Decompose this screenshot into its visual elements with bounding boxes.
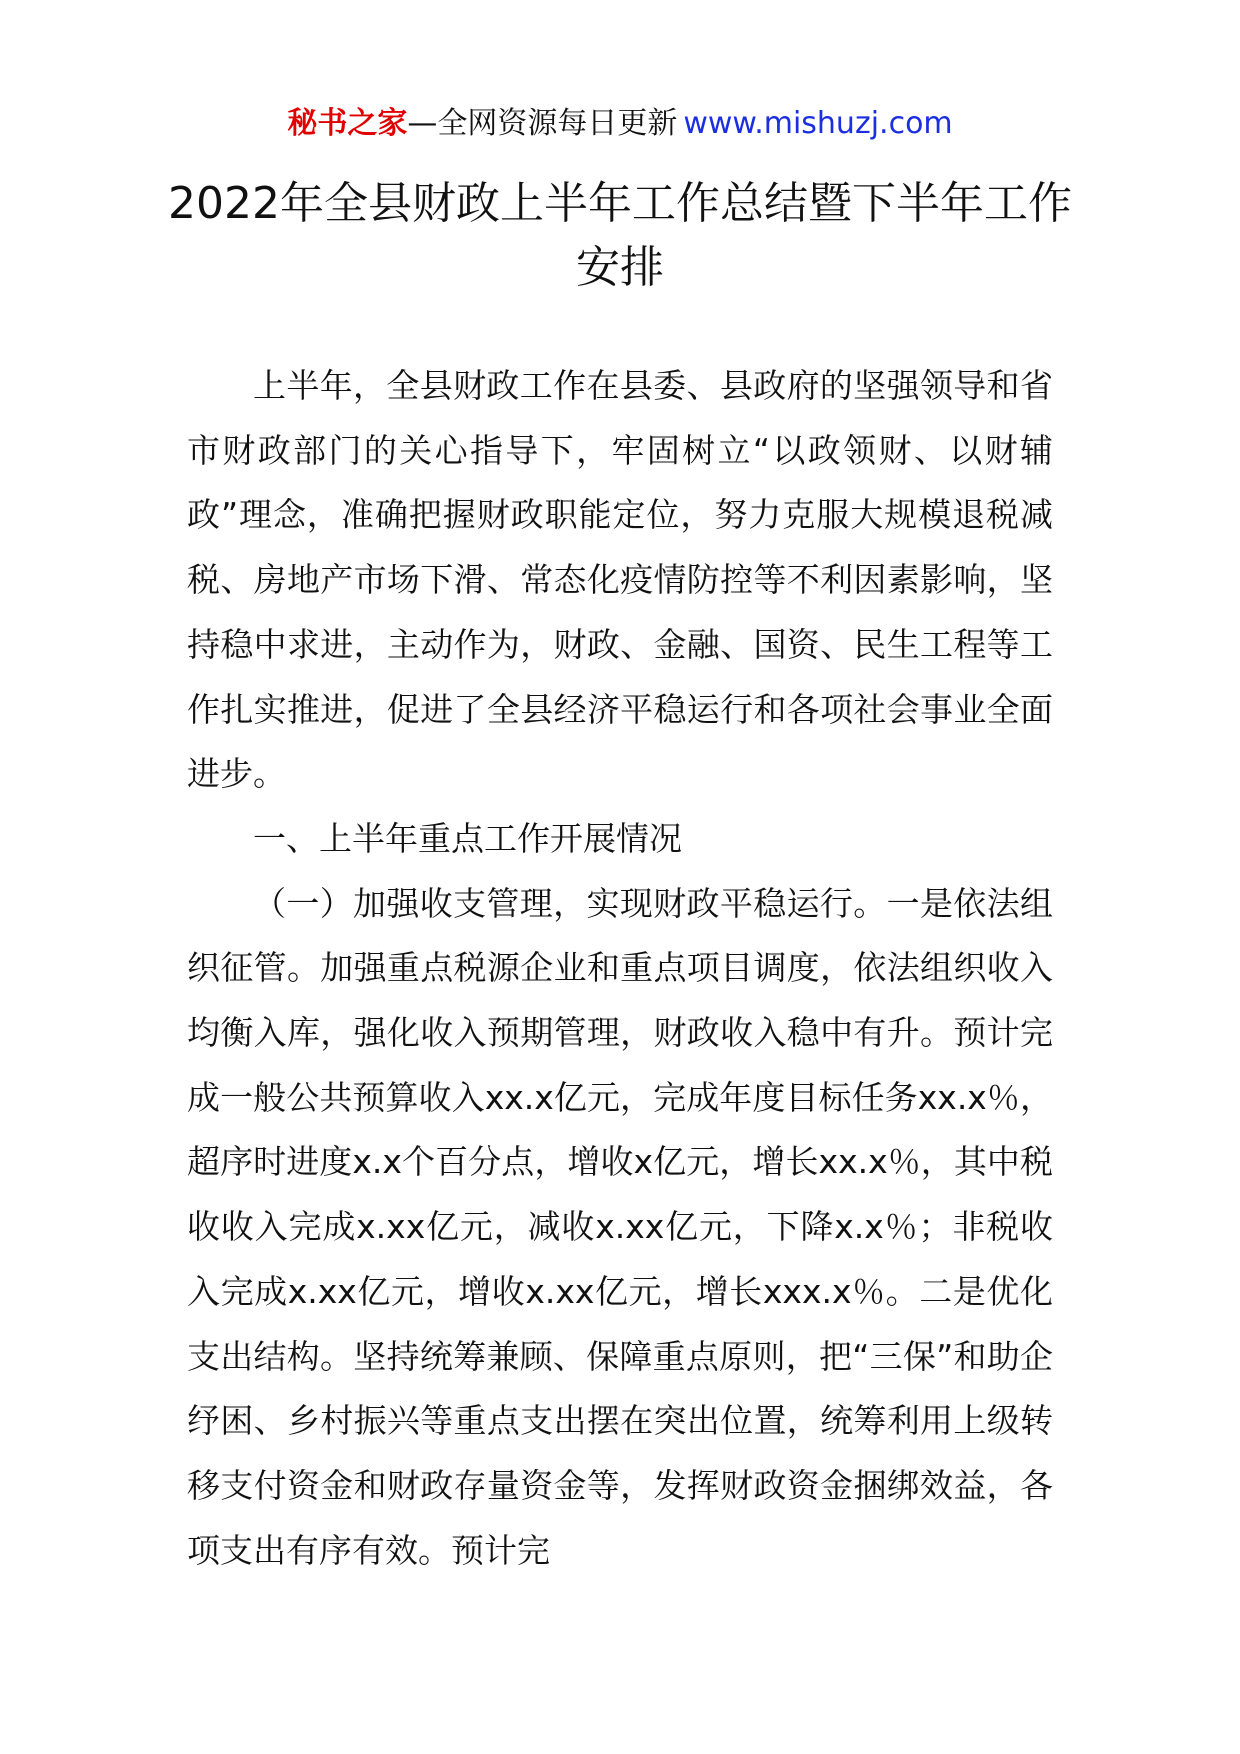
body-paragraph: （一）加强收支管理，实现财政平稳运行。一是依法组织征管。加强重点税源企业和重点项目调度，依法组织收入均衡入库，强化收入预期管理，财政收入稳中有升。预计完成一般公共预算收入xx.x亿元，完成年度目标任务xx.x％，超序时进度x.x个百分点，增收x亿元，增长xx.x％，其中税收收入完成x.xx亿元，减收x.xx亿元，下降x.x％；非税收入完成x.xx亿元，增收x.xx亿元，增长xxx.x％。二是优化支出结构。坚持统筹兼顾、保障重点原则，把“三保”和助企纾困、乡村振兴等重点支出摆在突出位置，统筹利用上级转移支付资金和财政存量资金等，发挥财政资金捆绑效益，各项支出有序有效。预计完 <box>187 883 1053 1570</box>
intro-paragraph: 上半年，全县财政工作在县委、县政府的坚强领导和省市财政部门的关心指导下，牢固树立“以政领财、以财辅政”理念，准确把握财政职能定位，努力克服大规模退税减税、房地产市场下滑、常态化疫情防控等不利因素影响，坚持稳中求进，主动作为，财政、金融、国资、民生工程等工作扎实推进，促进了全县经济平稳运行和各项社会事业全面进步。 <box>187 366 1053 794</box>
header-tagline: —全网资源每日更新 <box>407 106 678 141</box>
document-title: 2022年全县财政上半年工作总结暨下半年工作安排 <box>168 178 1072 293</box>
site-url-link[interactable]: www.mishuzj.com <box>683 106 953 141</box>
section-heading: 一、上半年重点工作开展情况 <box>253 818 682 858</box>
brand-name: 秘书之家 <box>287 106 408 141</box>
document-body <box>187 354 1053 1583</box>
site-header <box>0 104 1240 144</box>
